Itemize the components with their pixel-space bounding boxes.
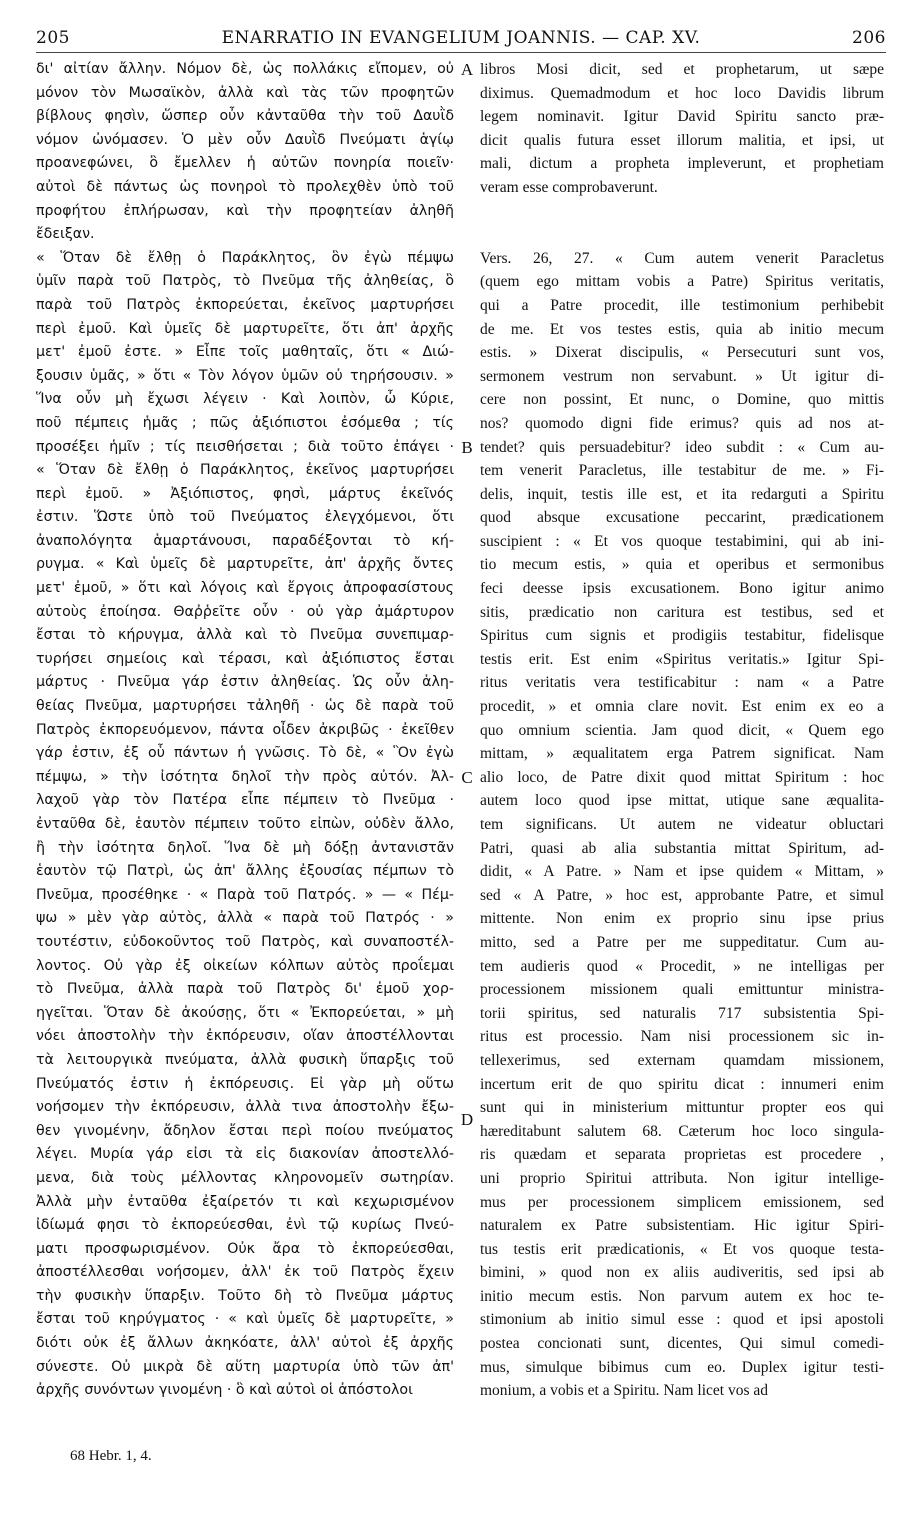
latin-text-line: processionem missionem quali emittuntur ministra- [480, 981, 884, 999]
greek-text-line: προφήτου ἐπλήρωσαν, καὶ τὴν προφητείαν ἀληθῆ [36, 202, 454, 219]
latin-text-line: tem audieris quod « Procedit, » ne intelligas per [480, 957, 884, 975]
greek-text-line: ἑαυτὸν τῷ Πατρὶ, ὡς ἀπ' ἄλλης ἐξουσίας πέμπων τὸ [36, 863, 454, 880]
greek-text-line: θείας Πνεῦμα, μαρτυρήσει τἀληθῆ · ὡς δὲ παρὰ τοῦ [36, 698, 454, 715]
latin-text-line: stimonium ab initio simul esse : quod et ipsi apostoli [480, 1311, 884, 1329]
latin-text-line: uni proprio Spiritui attributa. Non igitur intellige- [480, 1169, 884, 1187]
latin-text-line: mittente. Non enim ex proprio sinu ipse prius [480, 910, 884, 928]
margin-marker-a: A [460, 60, 474, 79]
greek-column [36, 58, 454, 1403]
greek-text-line: νόμον ὠνόμασεν. Ὁ μὲν οὖν Δαυῒδ Πνεύματι ἁγίῳ [36, 131, 454, 148]
greek-text-line: δι' αἰτίαν ἄλλην. Νόμον δὲ, ὡς πολλάκις εἴπομεν, οὐ [36, 61, 454, 77]
greek-text-line: προσέξει ἡμῖν ; τίς πεισθήσεται ; διὰ τοῦτο ἐπάγει · [36, 438, 454, 455]
greek-text-line: μετ' ἐμοῦ, » ὅτι καὶ λόγοις καὶ ἔργοις ἀπροφασίστους [36, 580, 454, 597]
latin-text-line: monium, a vobis et a Spiritu. Nam licet vos ad [480, 1382, 768, 1400]
greek-text-line: λαχοῦ γὰρ τὸν Πατέρα εἶπε πέμπειν τὸ Πνεῦμα · [36, 792, 454, 809]
latin-text-line: suscipient : « Et vos quoque testabimini, qui ab ini- [480, 532, 884, 550]
greek-text-line: ἐνταῦθα δὲ, ἑαυτὸν πέμπειν τοῦτο εἰπὼν, οὐδὲν ἄλλο, [36, 816, 454, 832]
latin-text-line: sermonem vestrum non servabunt. » Ut igitur di- [480, 367, 884, 385]
latin-text-line: quo omnium scientia. Jam quod dicit, « Quem ego [480, 721, 884, 739]
greek-text-line: « Ὅταν δὲ ἔλθῃ ὁ Παράκλητος, ἐκεῖνος μαρτυρήσει [36, 462, 454, 479]
latin-text-line: mittam, » æqualitatem erga Patrem significat. Nam [480, 745, 884, 763]
greek-text-line: αὐτοὶ δὲ πάντως ὡς πονηροὶ τὸ προλεχθὲν ὑπὸ τοῦ [36, 178, 454, 195]
latin-text-line: dicit qualis futura esset illorum malitia, et ipsi, ut [480, 131, 884, 149]
latin-text-line [480, 200, 884, 224]
latin-text-line: tio mecum estis, » quia et operibus et sermonibus [480, 556, 884, 574]
greek-text-line: μάρτυς · Πνεῦμα γάρ ἐστιν ἀληθείας. Ὡς οὖν ἀλη- [36, 674, 454, 691]
greek-text-line: προανεφώνει, ὃ ἔμελλεν ἡ αὐτῶν πονηρία ποιεῖν· [36, 155, 454, 172]
greek-text-line: περὶ ἐμοῦ. Καὶ ὑμεῖς δὲ μαρτυρεῖτε, ὅτι ἀπ' ἀρχῆς [36, 320, 454, 337]
latin-text-line: sitis, prædicatio non caritura est testibus, sed et [480, 603, 884, 621]
latin-text-line: initio mecum estis. Non parvum autem ex hoc te- [480, 1287, 884, 1305]
greek-text-line: μενα, διὰ τοὺς μέλλοντας κληρονομεῖν σωτηρίαν. [36, 1169, 454, 1186]
latin-text-line: feci deesse ipsis excusationem. Bono igitur animo [480, 580, 884, 598]
latin-text-line: qui a Patre procedit, ille testimonium perhibebit [480, 296, 884, 314]
greek-text-line: λέγει. Μυρία γάρ εἰσι τὰ εἰς διακονίαν ἀποστελλό- [36, 1146, 454, 1163]
latin-text-line: testis erit. Est enim «Spiritus veritatis.» Igitur Spi- [480, 650, 884, 668]
latin-text-line: hæreditabunt salutem 68. Cæterum hoc loco singula- [480, 1122, 884, 1140]
latin-text-line: tellexerimus, sed externam quamdam missionem, [480, 1051, 884, 1069]
running-title: ENARRATIO IN EVANGELIUM JOANNIS. — CAP. XV. [221, 28, 701, 48]
latin-text-line: didit, « A Patre. » Nam et ipse quidem « Mittam, » [480, 863, 884, 881]
greek-text-line: ηγεῖται. Ὅταν δὲ ἀκούσῃς, ὅτι « Ἐκπορεύεται, » μὴ [36, 1004, 454, 1021]
latin-text-line: bimini, » quod non ex aliis audiveritis, sed ipsi ab [480, 1264, 884, 1282]
greek-text-line: μόνον τὸν Μωσαϊκὸν, ἀλλὰ καὶ τὰς τῶν προφητῶν [36, 84, 454, 101]
greek-text-line: πέμψω, » τὴν ἰσότητα δηλοῖ τὴν πρὸς αὐτόν. Ἀλ- [36, 768, 454, 785]
latin-text-line: naturalem ex Patre subsistentiam. Hic igitur Spiri- [480, 1217, 884, 1235]
greek-text-line: περὶ ἐμοῦ. » Ἀξιόπιστος, φησὶ, μάρτυς ἐκεῖνός [36, 485, 454, 502]
latin-text-line: estis. » Dixerat discipulis, « Persecuturi sunt vos, [480, 344, 884, 362]
margin-marker-d: D [460, 1110, 474, 1129]
latin-text-line: delis, inquit, testis ille est, et ita redarguti a Spiritu [480, 485, 884, 503]
latin-text-line: mali, dictum a propheta impleverunt, et prophetiam [480, 155, 884, 173]
greek-text-line: ἔσται τὸ κήρυγμα, ἀλλὰ καὶ τὸ Πνεῦμα συνεπιμαρ- [36, 627, 454, 644]
latin-text-line: cere non possint, Et nunc, o Domine, quo mittis [480, 391, 884, 409]
latin-text-line: de me. Et vos testes estis, quia ab initio mecum [480, 320, 884, 338]
latin-text-line: legem nominavit. Igitur David Spiritu sancto præ- [480, 108, 884, 126]
latin-text-line: alio loco, de Patre dixit quod mittat Spiritum : hoc [480, 768, 884, 786]
greek-text-line: ψω » μὲν γὰρ αὐτὸς, ἀλλὰ « παρὰ τοῦ Πατρός · » [36, 910, 454, 927]
latin-text-line: (quem ego mittam vobis a Patre) Spiritus veritatis, [480, 273, 884, 291]
greek-text-line: ἀναπολόγητα ἁμαρτάνουσι, παραδέξονται τὸ κή- [36, 532, 454, 549]
greek-text-line: ἔδειξαν. [36, 226, 95, 243]
greek-text-line: αὐτοὺς ἐποίησα. Θαῤῥεῖτε οὖν · οὐ γὰρ ἀμάρτυρον [36, 603, 454, 620]
page-number-left: 205 [36, 28, 70, 48]
latin-text-line: mus, simulque bibimus cum eo. Duplex igitur testi- [480, 1358, 884, 1376]
latin-text-line: sunt qui in ministerium mittuntur propter eos qui [480, 1099, 884, 1117]
greek-text-line: τὰ λειτουργικὰ πνεύματα, ἀλλὰ φυσικὴ ὕπαρξις τοῦ [36, 1051, 454, 1068]
latin-text-line: ritus est processio. Nam nisi processionem sic in- [480, 1028, 884, 1046]
greek-text-line: Ἀλλὰ μὴν ἐνταῦθα ἐξαίρετόν τι καὶ κεχωρισμένον [36, 1193, 454, 1210]
latin-text-line: torii spiritus, sed naturalis 717 subsistentia Spi- [480, 1004, 884, 1022]
latin-text-line: tendet? quis persuadebitur? ideo subdit : « Cum au- [480, 438, 884, 456]
footnote: 68 Hebr. 1, 4. [70, 1448, 152, 1464]
greek-text-line: « Ὅταν δὲ ἔλθῃ ὁ Παράκλητος, ὃν ἐγὼ πέμψω [36, 249, 454, 266]
latin-text-line: incertum erit de quo spiritu dicat : innumeri enim [480, 1075, 884, 1093]
greek-text-line: ματι προσφωρισμένον. Οὐκ ἄρα τὸ ἐκπορεύεσθαι, [36, 1240, 454, 1257]
greek-text-line: νόει ἀποστολὴν τὴν ἐκπόρευσιν, οἵαν ἀποστέλλονται [36, 1028, 454, 1045]
latin-text-line: mitto, sed a Patre per me suppeditatur. Cum au- [480, 933, 884, 951]
greek-text-line: ἔσται τοῦ κηρύγματος · « καὶ ὑμεῖς δὲ μαρτυρεῖτε, » [36, 1311, 454, 1328]
latin-column [480, 58, 884, 1403]
margin-marker-b: B [461, 437, 473, 457]
latin-text-line: tem significans. Ut autem ne videatur obluctari [480, 816, 884, 833]
latin-text-line: mus per processionem simplicem emissionem, sed [480, 1193, 884, 1211]
latin-text-line: procedit, » et omnia clare novit. Est enim ex eo a [480, 698, 884, 716]
greek-text-line: βίβλους φησὶν, ὥσπερ οὖν κἀνταῦθα τὴν τοῦ Δαυῒδ [36, 108, 454, 125]
greek-text-line: διότι οὐκ ἐξ ἄλλων ἀκηκόατε, ἀλλ' αὐτοὶ ἐξ ἀρχῆς [36, 1335, 454, 1352]
greek-text-line: ἐστιν. Ὥστε ὑπὸ τοῦ Πνεύματος ἐλεγχόμενοι, ὅτι [36, 509, 454, 526]
latin-text-line: autem loco quod ipse mittat, utique sane æqualita- [480, 792, 884, 810]
greek-text-line: ὑμῖν παρὰ τοῦ Πατρὸς, τὸ Πνεῦμα τῆς ἀληθείας, ὃ [36, 273, 454, 290]
latin-text-line: ris quædam et separata proprietas est procedere , [480, 1146, 884, 1164]
greek-text-line: Πατρὸς ἐκπορευόμενον, πάντα οἶδεν ἀκριβῶς · ἐκεῖθεν [36, 721, 454, 738]
greek-text-line: τυρήσει σημείοις καὶ τέρασι, καὶ ἀξιόπιστος ἔσται [36, 650, 454, 667]
latin-text-line: tus testis erit prædicationis, « Et vos quoque testa- [480, 1240, 884, 1258]
latin-text-line: Spiritus cum signis et prodigiis testabitur, fidelisque [480, 627, 884, 645]
greek-text-line: ἢ τὴν ἰσότητα δηλοῖ. Ἵνα δὲ μὴ δόξῃ ἀντανιστᾶν [36, 839, 454, 856]
latin-text-line [480, 223, 884, 247]
greek-text-line: παρὰ τοῦ Πατρὸς ἐκπορεύεται, ἐκεῖνος μαρτυρήσει [36, 296, 454, 313]
greek-text-line: τουτέστιν, εὐδοκοῦντος τοῦ Πατρὸς, καὶ συναποστέλ- [36, 933, 454, 950]
greek-text-line: νοήσομεν τὴν ἐκπόρευσιν, ἀλλὰ τινα ἀποστολὴν ἔξω- [36, 1099, 454, 1116]
greek-text-line: ἀρχῆς συνόντων γινομένη · ὃ καὶ αὐτοὶ οἱ ἀπόστολοι [36, 1382, 413, 1399]
greek-text-line: Πνεῦμα, προσέθηκε · « Παρὰ τοῦ Πατρός. » — « Πέμ- [36, 886, 454, 903]
greek-text-line: μετ' ἐμοῦ ἐστε. » Εἶπε τοῖς μαθηταῖς, ὅτι « Διώ- [36, 344, 454, 361]
latin-text-line: tem venerit Paracletus, ille testabitur de me. » Fi- [480, 462, 884, 480]
latin-text-line: Patri, quasi ab alia substantia mittat Spiritum, ad- [480, 839, 884, 857]
greek-text-line: τὴν φυσικὴν ὕπαρξιν. Τοῦτο δὴ τὸ Πνεῦμα μάρτυς [36, 1287, 454, 1304]
greek-text-line: Πνεύματός ἐστιν ἡ ἐκπόρευσις. Εἰ γὰρ μὴ οὕτω [36, 1075, 454, 1092]
greek-text-line: σύνεστε. Οὐ μικρὰ δὲ αὕτη μαρτυρία ὑπὸ τῶν ἀπ' [36, 1358, 454, 1375]
greek-text-line: Ἵνα οὖν μὴ ἔχωσι λέγειν · Καὶ λοιπὸν, ὦ Κύριε, [36, 391, 454, 408]
greek-text-line: λοντος. Οὐ γὰρ ἐξ οἰκείων κόλπων αὐτὸς προΐεμαι [36, 957, 454, 974]
latin-text-line: ritus veritatis vera testificabitur : nam « a Patre [480, 674, 884, 692]
greek-text-line: ρυγμα. « Καὶ ὑμεῖς δὲ μαρτυρεῖτε, ἀπ' ἀρχῆς ὄντες [36, 556, 454, 573]
latin-text-line: nos? quomodo digni fide erimus? quis ad nos at- [480, 414, 884, 432]
latin-text-line: diximus. Quemadmodum et hoc loco Davidis librum [480, 84, 884, 102]
greek-text-line: ἀποστέλλεσθαι νοήσομεν, ἀλλ' ἐκ τοῦ Πατρὸς ἔχειν [36, 1264, 454, 1281]
page-number-right: 206 [852, 28, 886, 48]
latin-text-line: veram esse comprobaverunt. [480, 178, 658, 196]
margin-marker-c: C [461, 767, 473, 787]
latin-text-line: Vers. 26, 27. « Cum autem venerit Paracletus [480, 249, 884, 267]
running-header [36, 28, 886, 52]
header-rule [36, 52, 886, 53]
latin-text-line: sed « A Patre, » hoc est, approbante Patre, et simul [480, 886, 884, 904]
greek-text-line: ἰδίωμά φησι τὸ ἐκπορεύεσθαι, ἐνὶ τῷ κυρίως Πνεύ- [36, 1217, 454, 1234]
latin-text-line: postea concionati sunt, dicentes, Qui simul comedi- [480, 1335, 884, 1353]
latin-text-line: libros Mosi dicit, sed et prophetarum, ut sæpe [480, 61, 884, 78]
greek-text-line: γάρ ἐστιν, ἐξ οὗ πάντων ἡ γνῶσις. Τὸ δὲ, « Ὃν ἐγὼ [36, 745, 454, 762]
latin-text-line: quod absque excusatione peccarint, prædicationem [480, 509, 884, 527]
greek-text-line: ξουσιν ὑμᾶς, » ὅτι « Τὸν λόγον ὑμῶν οὐ τηρήσουσιν. » [36, 367, 454, 384]
greek-text-line: θεν γινομένην, ἄδηλον ἔσται περὶ ποίου πνεύματος [36, 1122, 454, 1139]
greek-text-line: τὸ Πνεῦμα, ἀλλὰ παρὰ τοῦ Πατρὸς δι' ἐμοῦ χορ- [36, 981, 454, 998]
greek-text-line: ποῦ πέμπεις ἡμᾶς ; πῶς ἀξιόπιστοι ἐσόμεθα ; τίς [36, 414, 454, 431]
